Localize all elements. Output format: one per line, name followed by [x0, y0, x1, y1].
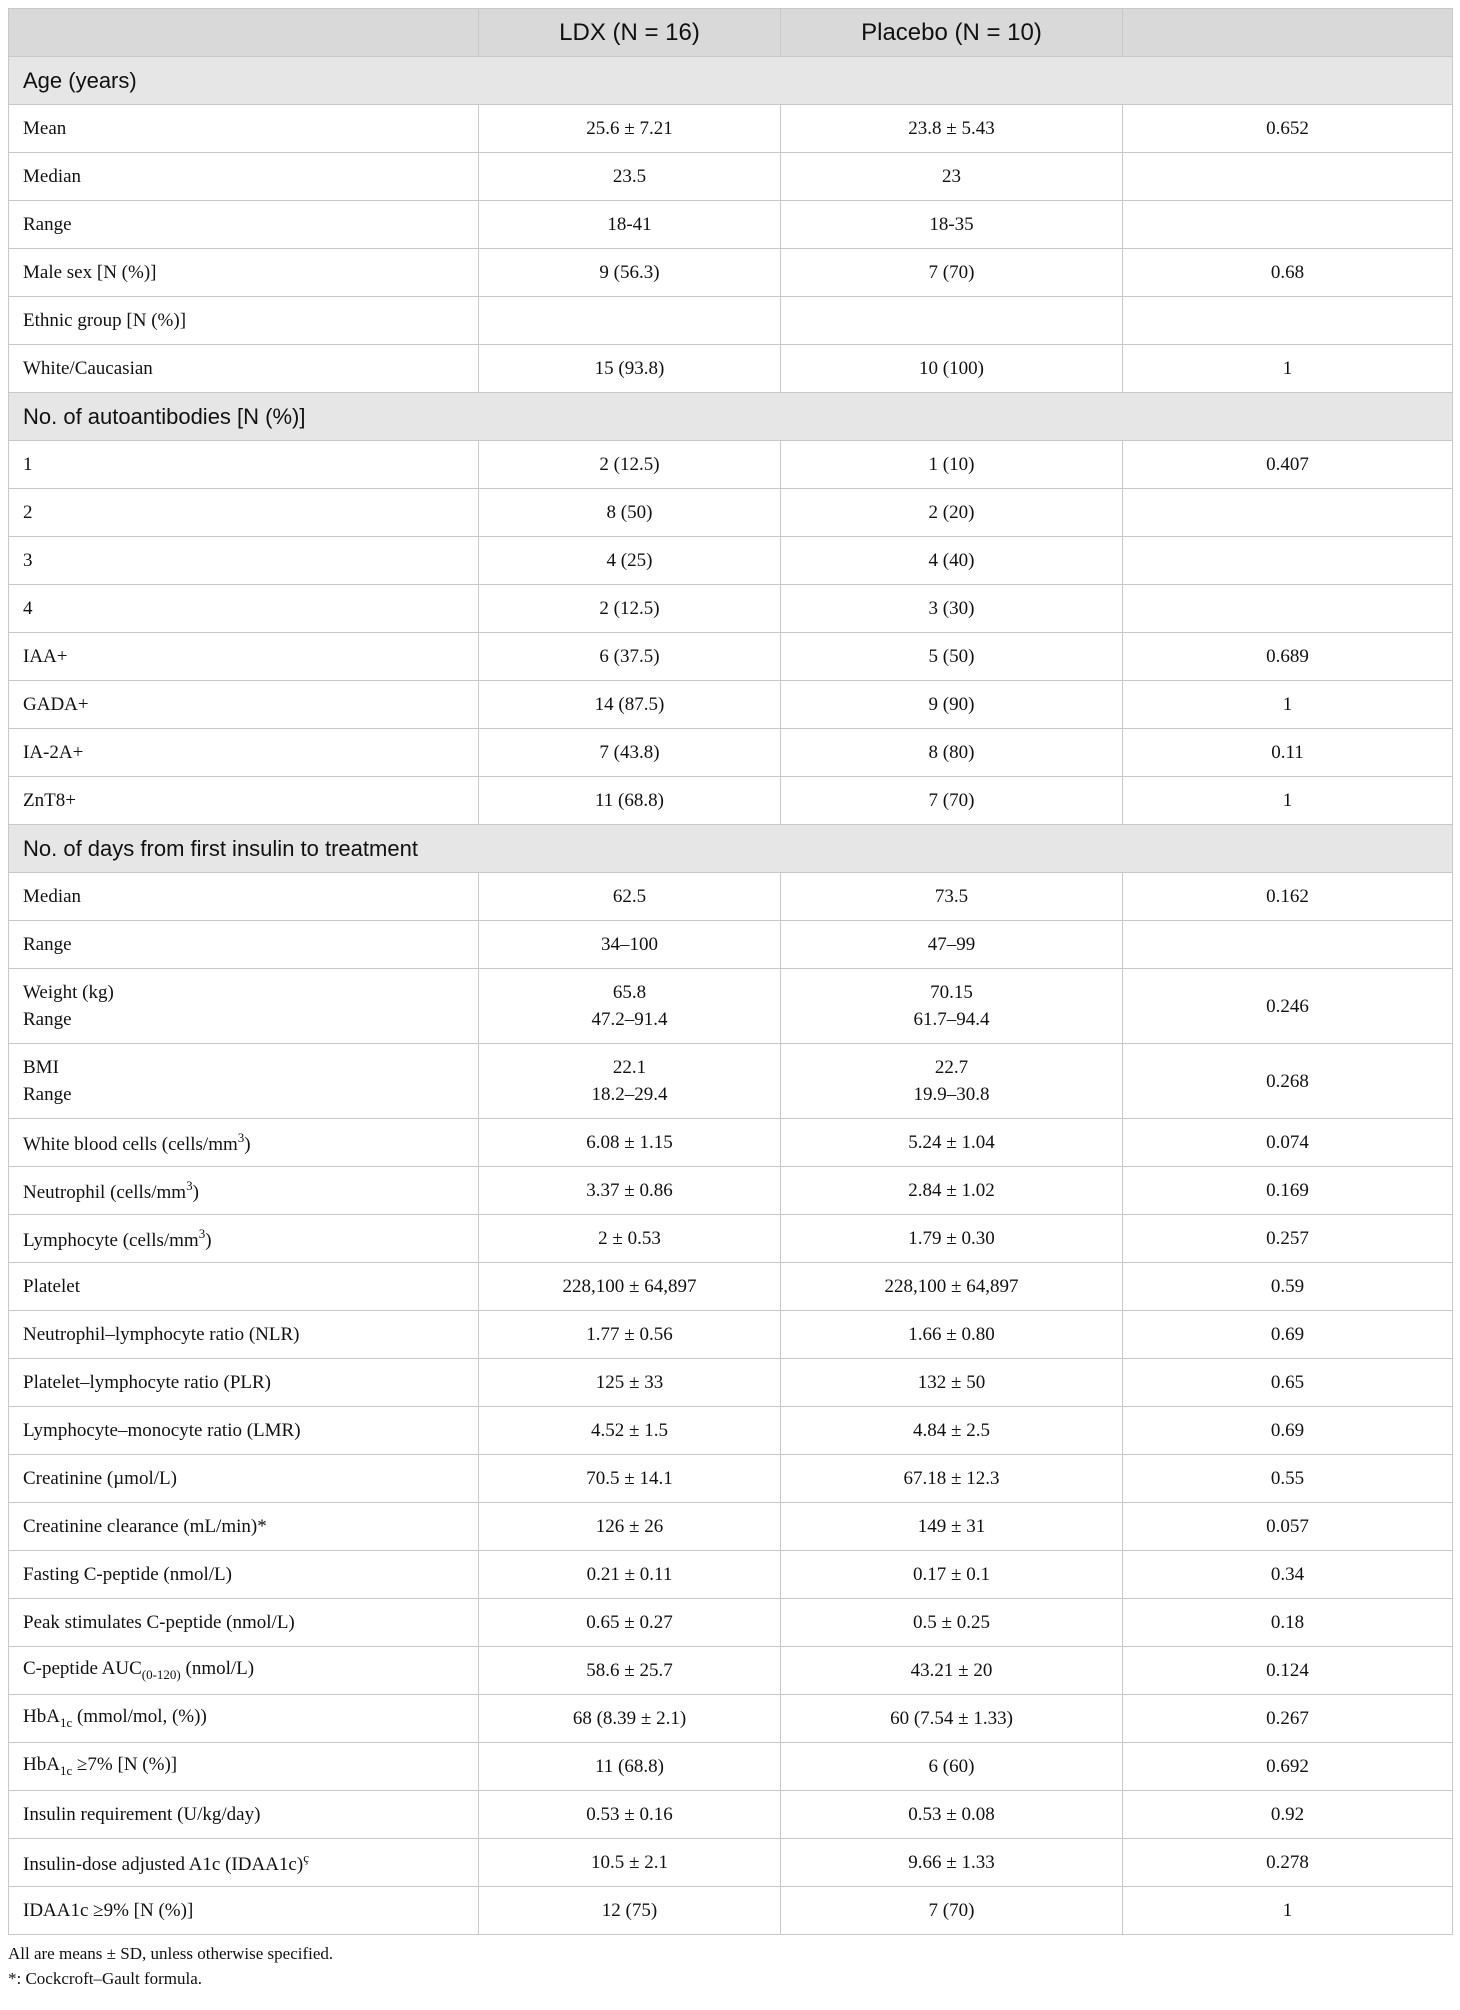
label-subscript: 1c	[59, 1763, 73, 1778]
placebo-value: 4.84 ± 2.5	[781, 1407, 1123, 1455]
row-label: 4	[9, 585, 479, 633]
row-label: Range	[9, 201, 479, 249]
p-value: 0.65	[1123, 1359, 1453, 1407]
ldx-value: 10.5 ± 2.1	[479, 1839, 781, 1887]
p-value: 0.69	[1123, 1311, 1453, 1359]
row-label: 3	[9, 537, 479, 585]
p-value: 0.074	[1123, 1119, 1453, 1167]
ldx-value: 6.08 ± 1.15	[479, 1119, 781, 1167]
p-value	[1123, 585, 1453, 633]
ldx-median: 65.8	[612, 982, 647, 1003]
table-row	[9, 441, 1453, 489]
p-value: 0.68	[1123, 249, 1453, 297]
placebo-value: 67.18 ± 12.3	[781, 1455, 1123, 1503]
placebo-value: 6 (60)	[781, 1743, 1123, 1791]
label-text-end: (nmol/L)	[180, 1658, 255, 1679]
p-value: 0.169	[1123, 1167, 1453, 1215]
p-value: 0.407	[1123, 441, 1453, 489]
ldx-value: 62.5	[479, 873, 781, 921]
placebo-value: 23	[781, 153, 1123, 201]
row-label-range: Range	[23, 1084, 72, 1105]
ldx-value: 1.77 ± 0.56	[479, 1311, 781, 1359]
row-label	[9, 1647, 479, 1695]
ldx-value: 14 (87.5)	[479, 681, 781, 729]
ldx-value: 25.6 ± 7.21	[479, 105, 781, 153]
row-label: Creatinine clearance (mL/min)*	[9, 1503, 479, 1551]
label-superscript: 3	[198, 1225, 206, 1241]
label-text-end: )	[205, 1229, 212, 1251]
p-value: 0.267	[1123, 1695, 1453, 1743]
ldx-value: 70.5 ± 14.1	[479, 1455, 781, 1503]
placebo-value: 0.17 ± 0.1	[781, 1551, 1123, 1599]
label-subscript: (0-120)	[141, 1667, 181, 1682]
placebo-value: 132 ± 50	[781, 1359, 1123, 1407]
placebo-value: 3 (30)	[781, 585, 1123, 633]
ldx-value: 34–100	[479, 921, 781, 969]
placebo-value: 9 (90)	[781, 681, 1123, 729]
placebo-median: 70.15	[930, 982, 973, 1003]
ldx-value: 125 ± 33	[479, 1359, 781, 1407]
table-row	[9, 345, 1453, 393]
footnote-cockcroft: *: Cockcroft–Gault formula.	[8, 1969, 203, 1988]
ldx-value: 18-41	[479, 201, 781, 249]
ldx-value: 0.53 ± 0.16	[479, 1791, 781, 1839]
placebo-value: 1.79 ± 0.30	[781, 1215, 1123, 1263]
p-value	[1123, 537, 1453, 585]
p-value: 0.11	[1123, 729, 1453, 777]
placebo-value: 228,100 ± 64,897	[781, 1263, 1123, 1311]
p-value: 1	[1123, 681, 1453, 729]
label-superscript: 3	[186, 1177, 193, 1193]
label-text-end: )	[244, 1133, 251, 1155]
table-row	[9, 1791, 1453, 1839]
table-row	[9, 105, 1453, 153]
p-value: 0.057	[1123, 1503, 1453, 1551]
ldx-value: 58.6 ± 25.7	[479, 1647, 781, 1695]
placebo-value	[781, 969, 1123, 1044]
table-row	[9, 729, 1453, 777]
placebo-range: 19.9–30.8	[913, 1084, 990, 1105]
placebo-value: 18-35	[781, 201, 1123, 249]
row-label	[9, 1695, 479, 1743]
row-label	[9, 1044, 479, 1119]
table-row	[9, 1887, 1453, 1935]
table-row	[9, 1119, 1453, 1167]
header-cell-p	[1123, 9, 1453, 57]
placebo-value	[781, 297, 1123, 345]
row-label: Platelet–lymphocyte ratio (PLR)	[9, 1359, 479, 1407]
table-row	[9, 873, 1453, 921]
ldx-value: 15 (93.8)	[479, 345, 781, 393]
ldx-value: 11 (68.8)	[479, 1743, 781, 1791]
table-row	[9, 1743, 1453, 1791]
table-row	[9, 1407, 1453, 1455]
row-label-main: Weight (kg)	[23, 982, 114, 1003]
table-row	[9, 585, 1453, 633]
p-value	[1123, 297, 1453, 345]
ldx-value: 9 (56.3)	[479, 249, 781, 297]
row-label: Platelet	[9, 1263, 479, 1311]
ldx-value: 2 (12.5)	[479, 441, 781, 489]
ldx-value: 12 (75)	[479, 1887, 781, 1935]
row-label: Ethnic group [N (%)]	[9, 297, 479, 345]
ldx-value: 6 (37.5)	[479, 633, 781, 681]
table-row	[9, 249, 1453, 297]
ldx-value: 2 (12.5)	[479, 585, 781, 633]
ldx-value	[479, 969, 781, 1044]
row-label: Median	[9, 873, 479, 921]
placebo-value: 1 (10)	[781, 441, 1123, 489]
ldx-median: 22.1	[612, 1057, 647, 1078]
label-text: Neutrophil (cells/mm	[23, 1181, 187, 1203]
row-label	[9, 1167, 479, 1215]
row-label: Median	[9, 153, 479, 201]
label-text: Insulin-dose adjusted A1c (IDAA1c)	[23, 1853, 304, 1875]
row-label: IDAA1c ≥9% [N (%)]	[9, 1887, 479, 1935]
placebo-value: 47–99	[781, 921, 1123, 969]
table-row	[9, 777, 1453, 825]
p-value: 0.55	[1123, 1455, 1453, 1503]
label-superscript: ç	[303, 1849, 309, 1865]
p-value: 1	[1123, 345, 1453, 393]
table-row	[9, 1455, 1453, 1503]
placebo-value: 5 (50)	[781, 633, 1123, 681]
label-text: Lymphocyte (cells/mm	[23, 1229, 199, 1251]
row-label: White/Caucasian	[9, 345, 479, 393]
ldx-value: 7 (43.8)	[479, 729, 781, 777]
row-label: 1	[9, 441, 479, 489]
p-value: 0.124	[1123, 1647, 1453, 1695]
table-row	[9, 153, 1453, 201]
row-label: Lymphocyte–monocyte ratio (LMR)	[9, 1407, 479, 1455]
header-cell-ldx: LDX (N = 16)	[479, 9, 781, 57]
placebo-range: 61.7–94.4	[913, 1009, 990, 1030]
table-row	[9, 1647, 1453, 1695]
ldx-value: 126 ± 26	[479, 1503, 781, 1551]
ldx-value: 3.37 ± 0.86	[479, 1167, 781, 1215]
placebo-value	[781, 1044, 1123, 1119]
ldx-range: 47.2–91.4	[591, 1009, 668, 1030]
table-row	[9, 633, 1453, 681]
section-title: No. of autoantibodies [N (%)]	[9, 393, 1453, 441]
section-title: Age (years)	[9, 57, 1453, 105]
table-row	[9, 1263, 1453, 1311]
label-text: White blood cells (cells/mm	[23, 1133, 238, 1155]
p-value: 0.692	[1123, 1743, 1453, 1791]
label-subscript: 1c	[59, 1715, 73, 1730]
baseline-characteristics-table	[8, 8, 1453, 1935]
table-row	[9, 1215, 1453, 1263]
row-label: Creatinine (µmol/L)	[9, 1455, 479, 1503]
table-footnotes	[8, 1941, 1452, 1991]
placebo-value: 9.66 ± 1.33	[781, 1839, 1123, 1887]
row-label: Male sex [N (%)]	[9, 249, 479, 297]
table-page	[8, 8, 1452, 1991]
placebo-value: 1.66 ± 0.80	[781, 1311, 1123, 1359]
p-value: 0.162	[1123, 873, 1453, 921]
p-value: 0.268	[1123, 1044, 1453, 1119]
p-value: 0.246	[1123, 969, 1453, 1044]
p-value: 0.278	[1123, 1839, 1453, 1887]
placebo-value: 0.5 ± 0.25	[781, 1599, 1123, 1647]
table-row	[9, 1359, 1453, 1407]
table-row	[9, 1695, 1453, 1743]
label-text-end: (mmol/mol, (%))	[72, 1706, 207, 1727]
section-row	[9, 57, 1453, 105]
ldx-value: 4 (25)	[479, 537, 781, 585]
p-value	[1123, 921, 1453, 969]
p-value: 0.652	[1123, 105, 1453, 153]
label-text-end: ≥7% [N (%)]	[72, 1754, 178, 1775]
table-row	[9, 681, 1453, 729]
placebo-value: 73.5	[781, 873, 1123, 921]
ldx-value: 68 (8.39 ± 2.1)	[479, 1695, 781, 1743]
table-row	[9, 201, 1453, 249]
ldx-range: 18.2–29.4	[591, 1084, 668, 1105]
p-value: 1	[1123, 777, 1453, 825]
row-label: Mean	[9, 105, 479, 153]
label-superscript: 3	[237, 1129, 245, 1145]
section-title: No. of days from first insulin to treatment	[9, 825, 1453, 873]
row-label: Neutrophil–lymphocyte ratio (NLR)	[9, 1311, 479, 1359]
footnote-means: All are means ± SD, unless otherwise specified.	[8, 1944, 334, 1963]
placebo-value: 4 (40)	[781, 537, 1123, 585]
table-row	[9, 1503, 1453, 1551]
table-row	[9, 537, 1453, 585]
ldx-value	[479, 1044, 781, 1119]
placebo-value: 149 ± 31	[781, 1503, 1123, 1551]
row-label	[9, 1743, 479, 1791]
table-row	[9, 1311, 1453, 1359]
p-value: 0.257	[1123, 1215, 1453, 1263]
table-row	[9, 489, 1453, 537]
row-label: Fasting C-peptide (nmol/L)	[9, 1551, 479, 1599]
ldx-value	[479, 297, 781, 345]
placebo-value: 8 (80)	[781, 729, 1123, 777]
table-row	[9, 1167, 1453, 1215]
label-text-end: )	[192, 1181, 199, 1203]
p-value: 0.69	[1123, 1407, 1453, 1455]
row-label: Insulin requirement (U/kg/day)	[9, 1791, 479, 1839]
placebo-value: 7 (70)	[781, 1887, 1123, 1935]
table-row	[9, 969, 1453, 1044]
ldx-value: 23.5	[479, 153, 781, 201]
placebo-median: 22.7	[934, 1057, 969, 1078]
placebo-value: 2 (20)	[781, 489, 1123, 537]
placebo-value: 2.84 ± 1.02	[781, 1167, 1123, 1215]
placebo-value: 10 (100)	[781, 345, 1123, 393]
ldx-value: 8 (50)	[479, 489, 781, 537]
row-label: GADA+	[9, 681, 479, 729]
row-label: ZnT8+	[9, 777, 479, 825]
table-row	[9, 1044, 1453, 1119]
ldx-value: 4.52 ± 1.5	[479, 1407, 781, 1455]
p-value	[1123, 489, 1453, 537]
table-row	[9, 1599, 1453, 1647]
section-row	[9, 825, 1453, 873]
row-label: Range	[9, 921, 479, 969]
placebo-value: 7 (70)	[781, 777, 1123, 825]
p-value: 0.59	[1123, 1263, 1453, 1311]
row-label	[9, 969, 479, 1044]
table-row	[9, 297, 1453, 345]
placebo-value: 43.21 ± 20	[781, 1647, 1123, 1695]
p-value: 0.689	[1123, 633, 1453, 681]
ldx-value: 2 ± 0.53	[479, 1215, 781, 1263]
table-row	[9, 1839, 1453, 1887]
table-header-row	[9, 9, 1453, 57]
label-text: C-peptide AUC	[23, 1658, 142, 1679]
placebo-value: 7 (70)	[781, 249, 1123, 297]
p-value	[1123, 201, 1453, 249]
header-cell-label	[9, 9, 479, 57]
ldx-value: 11 (68.8)	[479, 777, 781, 825]
row-label: 2	[9, 489, 479, 537]
row-label-range: Range	[23, 1009, 72, 1030]
placebo-value: 23.8 ± 5.43	[781, 105, 1123, 153]
header-cell-placebo: Placebo (N = 10)	[781, 9, 1123, 57]
ldx-value: 228,100 ± 64,897	[479, 1263, 781, 1311]
row-label	[9, 1119, 479, 1167]
ldx-value: 0.65 ± 0.27	[479, 1599, 781, 1647]
row-label-main: BMI	[23, 1057, 59, 1078]
row-label: IAA+	[9, 633, 479, 681]
ldx-value: 0.21 ± 0.11	[479, 1551, 781, 1599]
placebo-value: 5.24 ± 1.04	[781, 1119, 1123, 1167]
row-label	[9, 1839, 479, 1887]
row-label	[9, 1215, 479, 1263]
section-row	[9, 393, 1453, 441]
table-row	[9, 1551, 1453, 1599]
p-value: 0.34	[1123, 1551, 1453, 1599]
table-row	[9, 921, 1453, 969]
p-value: 0.18	[1123, 1599, 1453, 1647]
row-label: Peak stimulates C-peptide (nmol/L)	[9, 1599, 479, 1647]
p-value: 0.92	[1123, 1791, 1453, 1839]
placebo-value: 60 (7.54 ± 1.33)	[781, 1695, 1123, 1743]
row-label: IA-2A+	[9, 729, 479, 777]
p-value: 1	[1123, 1887, 1453, 1935]
label-text: HbA	[23, 1754, 60, 1775]
p-value	[1123, 153, 1453, 201]
placebo-value: 0.53 ± 0.08	[781, 1791, 1123, 1839]
label-text: HbA	[23, 1706, 60, 1727]
